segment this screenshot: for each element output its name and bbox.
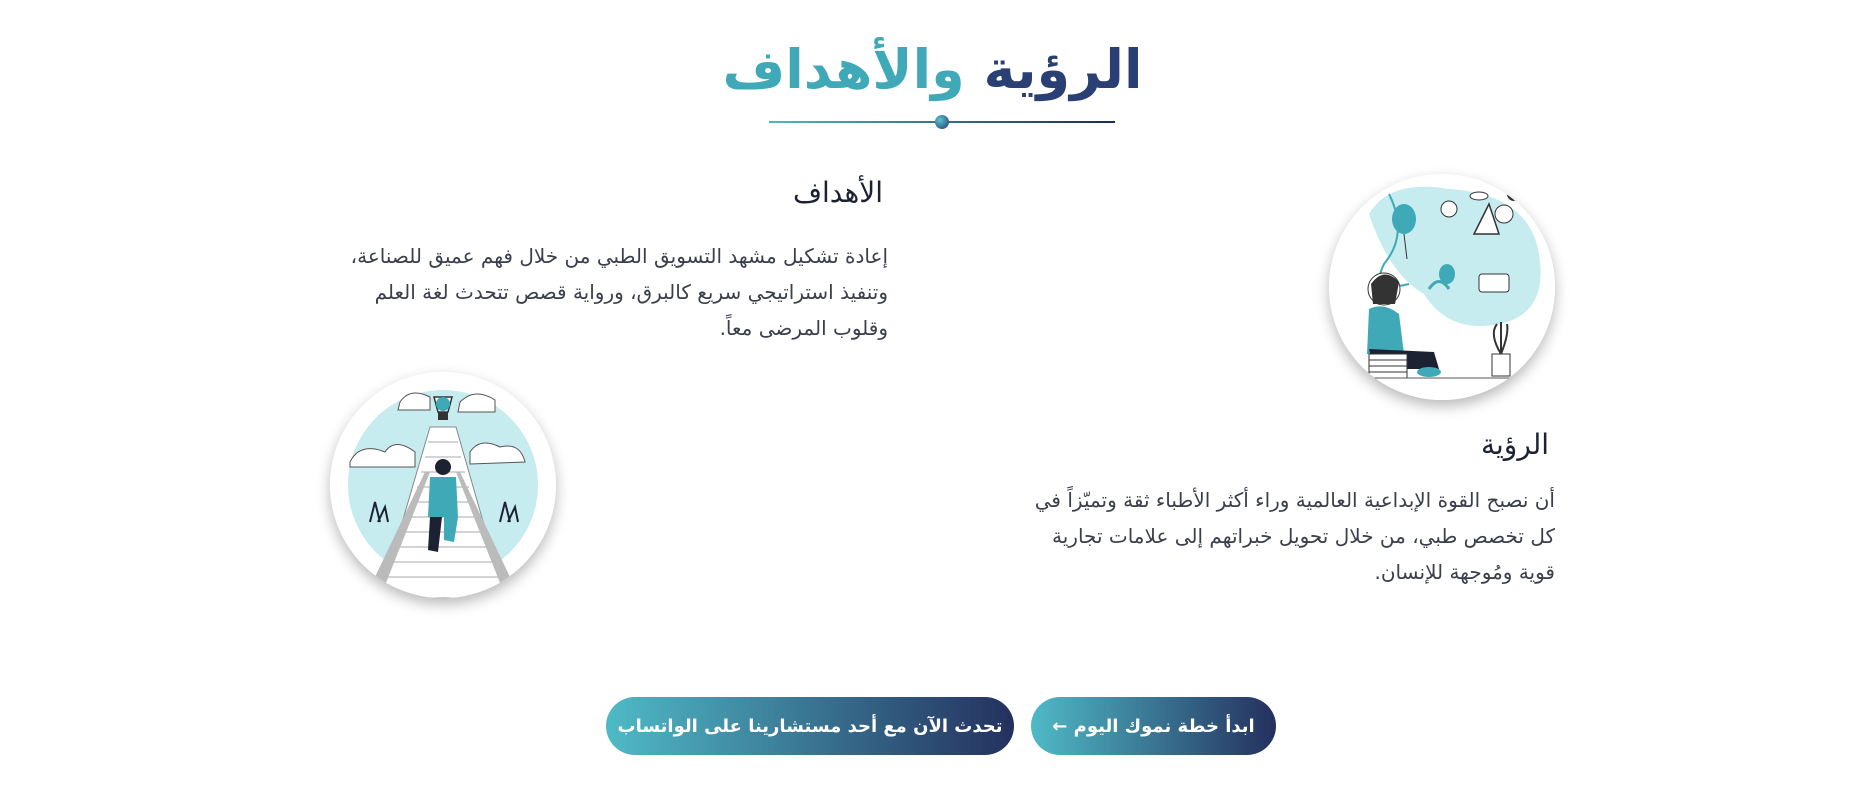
vision-illustration	[1329, 174, 1555, 400]
vision-text: أن نصبح القوة الإبداعية العالمية وراء أكثر الأطباء ثقة وتميّزاً في كل تخصص طبي، من خلال تحويل خبراتهم إلى علامات تجارية قوية ومُوجهة للإنسان.	[1034, 488, 1555, 584]
divider-dot	[935, 115, 949, 129]
title-divider	[769, 112, 1115, 132]
goals-title: الأهداف	[793, 176, 884, 209]
goals-illustration	[330, 372, 556, 598]
section-title	[0, 30, 1865, 110]
vision-title: الرؤية	[1481, 428, 1550, 461]
section-title-part1: الرؤية	[983, 38, 1143, 101]
goals-text: إعادة تشكيل مشهد التسويق الطبي من خلال فهم عميق للصناعة، وتنفيذ استراتيجي سريع كالبرق، ورواية قصص تتحدث لغة العلم وقلوب المرضى معاً.	[350, 244, 888, 340]
growth-plan-button[interactable]: ابدأ خطة نموك اليوم ←	[1031, 697, 1276, 755]
whatsapp-button[interactable]: تحدث الآن مع أحد مستشارينا على الواتساب	[606, 697, 1014, 755]
section-title-part2: والأهداف	[722, 38, 965, 101]
